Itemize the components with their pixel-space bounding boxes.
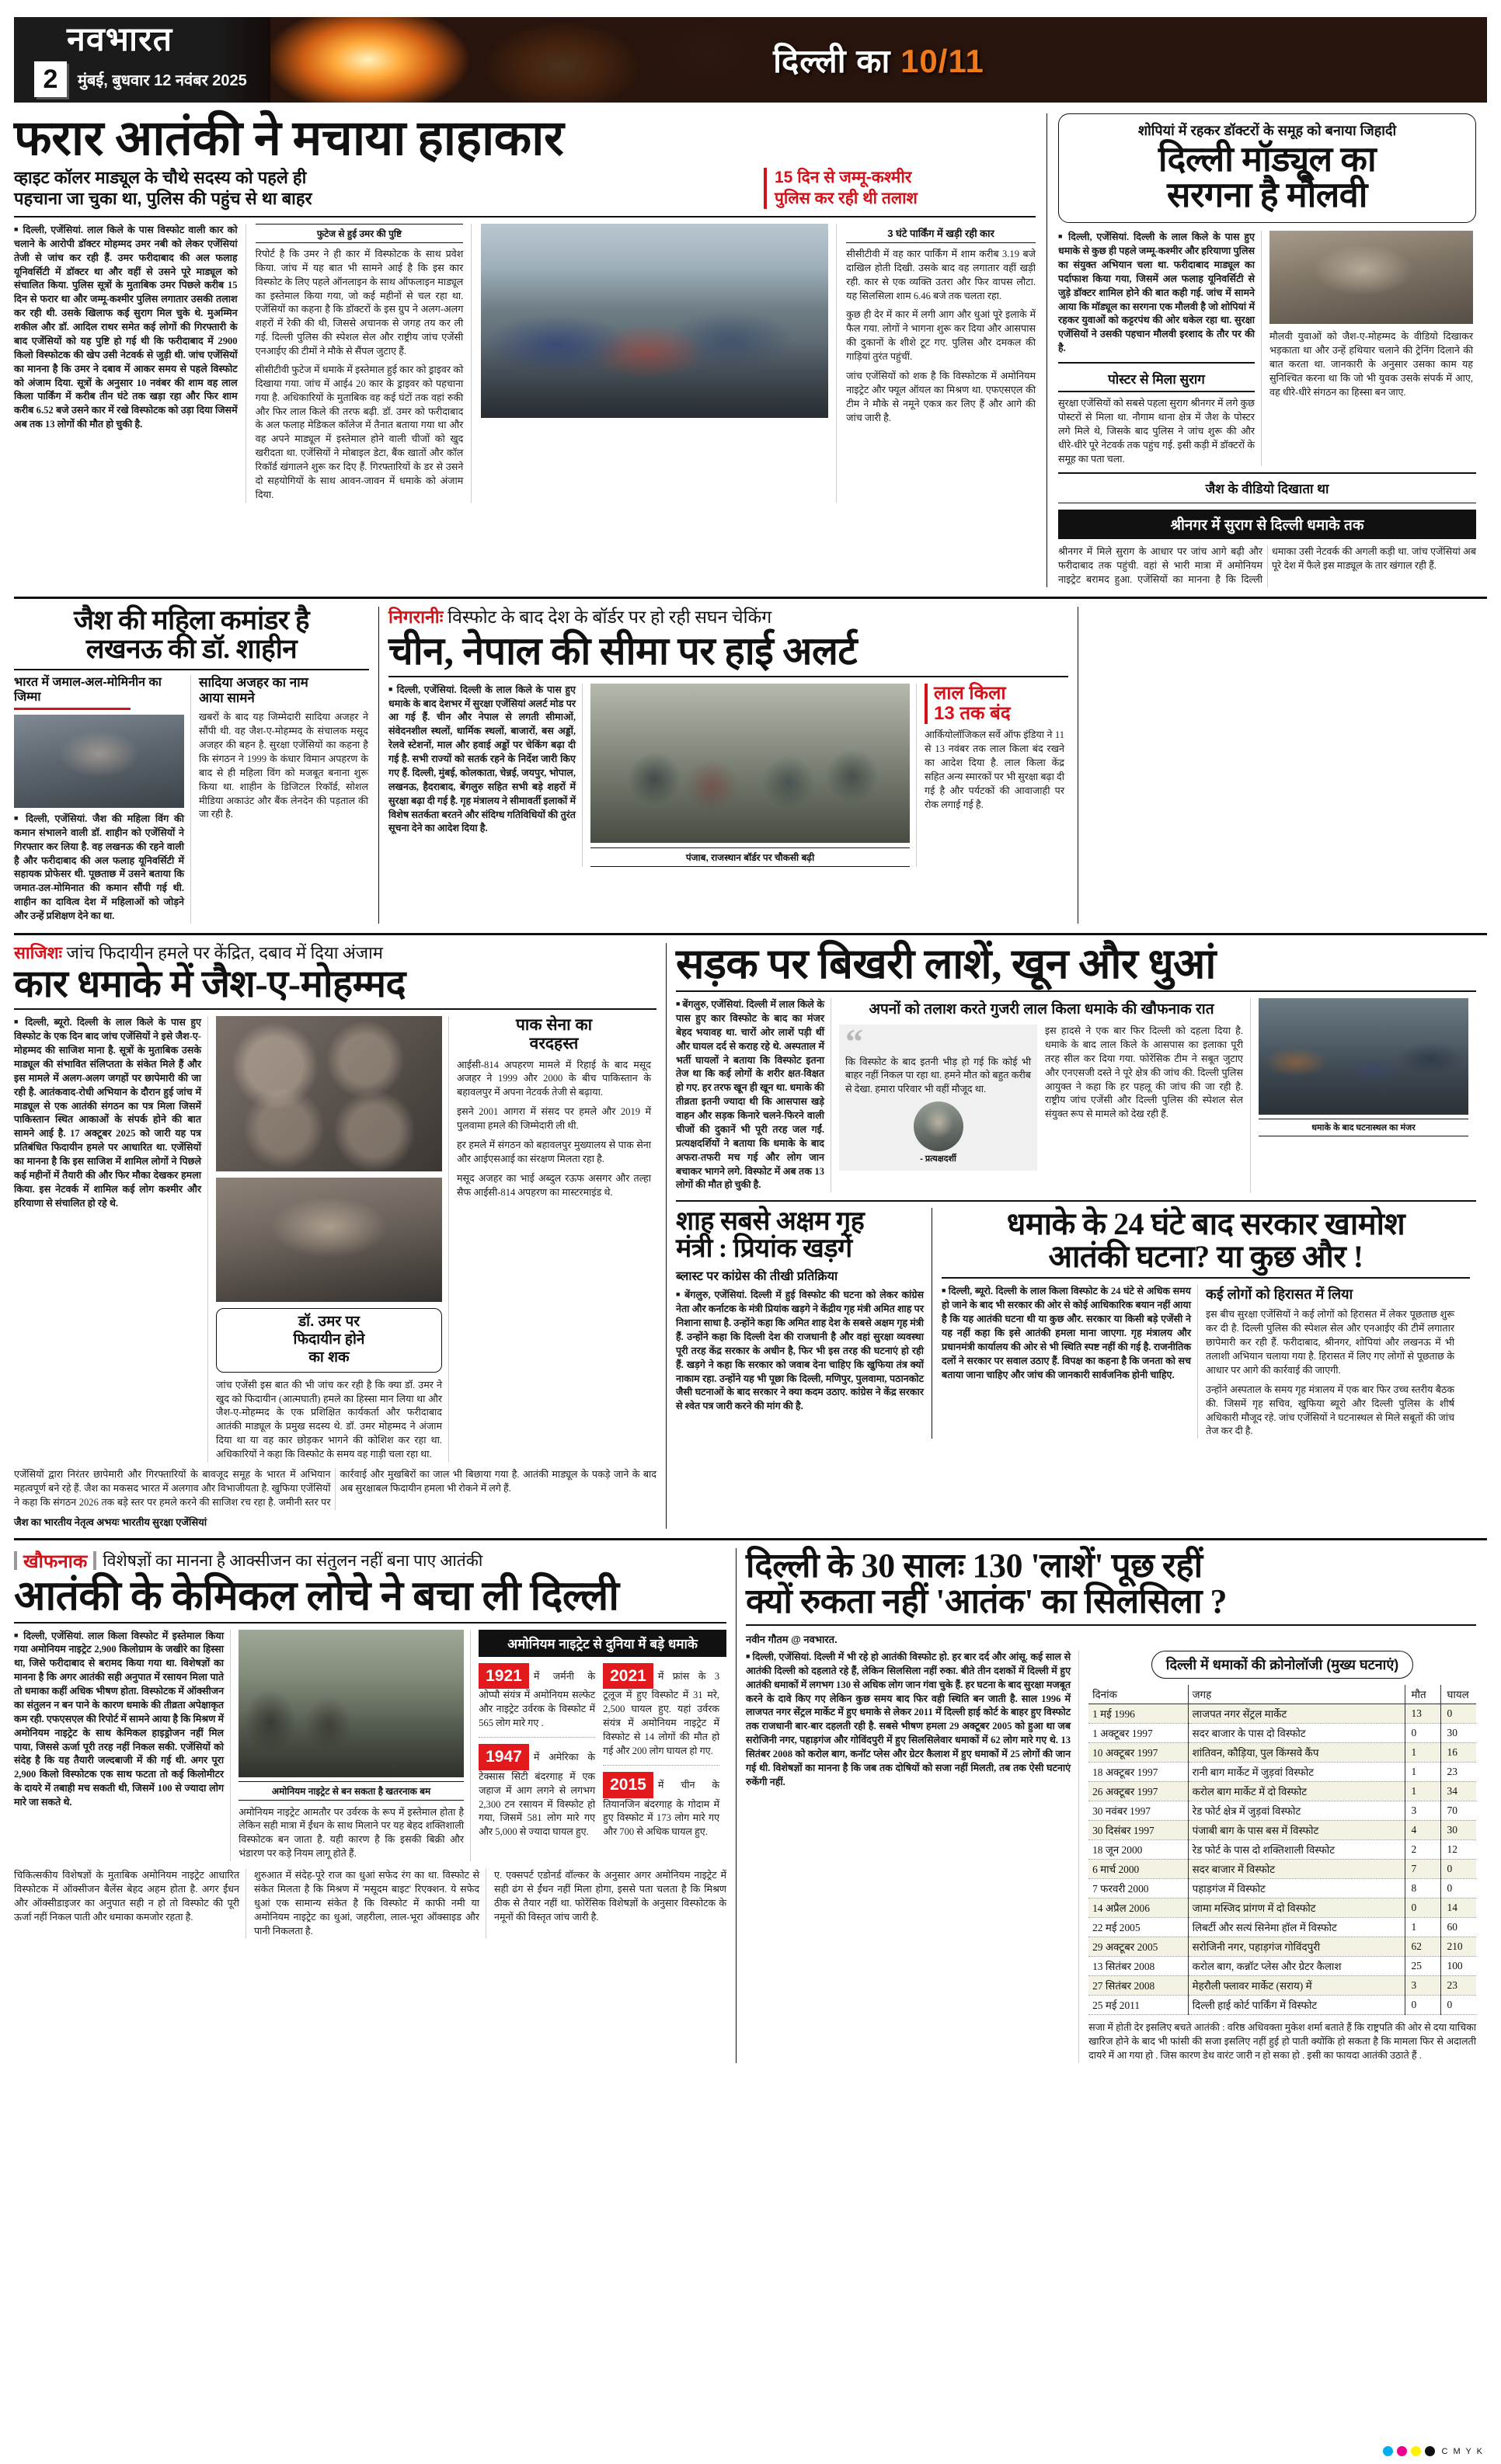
shopian-sub3-text: श्रीनगर में मिले सुराग के आधार पर जांच आगे बढ़ी और फरीदाबाद तक पहुंची. वहां से भारी मात्रा में अमोनियम नाइट्रेट बरामद हुआ. एजेंसियों का मानना है कि दिल्ली धमाका उसी नेटवर्क की अगली कड़ी था. जांच एजेंसियां अब पूरे देश में फैले इस माड्यूल के तार खंगाल रही हैं. [1058, 546, 1476, 586]
table-cell: 30 नवंबर 1997 [1088, 1801, 1188, 1820]
jaish-woman-subtitle-left: भारत में जमाल-अल-मोमिनीन का जिम्मा [14, 675, 162, 704]
divider-major-2 [14, 933, 1487, 935]
table-row [1088, 1975, 1476, 1995]
table-cell: 14 [1440, 1898, 1476, 1917]
silence-side-text: इस बीच सुरक्षा एजेंसियों ने कई लोगों को हिरासत में लेकर पूछताछ शुरू कर दी है. दिल्ली पुलिस की स्पेशल सेल और एनआईए की टीमें लगातार छापेमारी कर रही हैं. फरीदाबाद, श्रीनगर, शोपियां और लखनऊ में भी तलाशी अभियान चलाया गया है. हिरासत में लिए गए लोगों से पूछताछ के आधार पर आगे की कार्रवाई की जाएगी. [1206, 1309, 1454, 1376]
table-row [1088, 1839, 1476, 1859]
year-chip-0: 1921 [479, 1663, 529, 1690]
chrono-headline-1: दिल्ली के 30 सालः 130 'लाशें' पूछ रहीं [746, 1546, 1203, 1585]
table-cell: 4 [1405, 1820, 1440, 1839]
table-row [1088, 1878, 1476, 1898]
th-deaths: मौत [1405, 1685, 1440, 1704]
nigrani-body: ■ दिल्ली, एजेंसियां. दिल्ली के लाल किले के पास हुए धमाके के बाद देशभर में सुरक्षा एजेंसियां अलर्ट मोड पर आ गई हैं. चीन और नेपाल से लगती सीमाओं, संवेदनशील स्थलों, धार्मिक स्थलों, बाजारों, बस अड्डों, रेलवे स्टेशनों, माल और हवाई अड्डों पर चेकिंग बढ़ा दी गई है. सभी राज्यों को सतर्क रहने के निर्देश जारी किए गए हैं. दिल्ली, मुंबई, कोलकाता, चेन्नई, जयपुर, भोपाल, लखनऊ, हैदराबाद, बेंगलुरु सहित सभी बड़े शहरों में सुरक्षा बढ़ा दी गई है. गृह मंत्रालय ने सीमावर्ती इलाकों में विशेष सतर्कता बरतने और संदिग्ध गतिविधियों की तुरंत सूचना देने का आदेश दिया है. [388, 684, 576, 837]
lead-col-a: रिपोर्ट है कि उमर ने ही कार में विस्फोटक के साथ प्रवेश किया. जांच में यह बात भी सामने आई है कि इस कार विस्फोट के लिए पहले ऑनलाइन के साथ ऑफलाइन माड्यूल का इस्तेमाल किया गया, जो कई महीनों से चल रहा था. एजेंसियों का कहना है कि डॉक्टरों के इस ग्रुप ने अलग-अलग शहरों में रेकी की थी, जिससे अचानक से जगह तय कर ली गई. दिल्ली पुलिस की स्पेशल सेल और राष्ट्रीय जांच एजेंसी एनआईए की टीमों ने मौके से सैंपल जुटाए हैं. [255, 248, 464, 357]
table-cell: 1 [1405, 1781, 1440, 1801]
table-row [1088, 1956, 1476, 1975]
lead-col-a2: सीसीटीवी फुटेज में धमाके में इस्तेमाल हुई कार को ड्राइवर को दिखाया गया. जांच में आई4 20 कार के ड्राइवर को पहचाना गया है. अधिकारियों के मुताबिक वह कई घंटों तक वहां रुकी और फिर लाल किले की तरफ बढ़ी. डॉ. उमर को फरीदाबाद के अल फलाह मेडिकल कॉलेज में तैनात बताया गया था और वह अपने माड्यूल में इस्तेमाल होने वाली चीजों को खुद खरीदता था. एजेंसियों ने मोबाइल डेटा, बैंक खातों और कॉल रिकॉर्ड खंगालने शुरू कर दिए हैं. गिरफ्तारियों के डर से उसने दो सहयोगियों के साथ आवन-जावन में धमाके को अंजाम दिया. [255, 364, 464, 500]
umar-suspicion-text: जांच एजेंसी इस बात की भी जांच कर रही है कि क्या डॉ. उमर ने खुद को फिदायीन (आत्मघाती) हमले का हिस्सा मान लिया था और जैश-ए-मोहम्मद के एक प्रशिक्षित कार्यकर्ता और फरीदाबाद आतंकी माड्यूल के प्रमुख सदस्य थे. डॉ. उमर मोहम्मद ने अंजाम दिया था या वह कार छोड़कर भागने की कोशिश कर रहा था. अधिकारियों ने कहा कि विस्फोट के समय वह गाड़ी चला रहा था. [216, 1379, 442, 1460]
sub-caption: फुटेज से हुई उमर की पुष्टि [256, 224, 464, 243]
table-cell: 0 [1440, 1878, 1476, 1898]
sajish-kicker: जांच फिदायीन हमले पर केंद्रित, दबाव में दिया अंजाम [66, 942, 383, 962]
table-cell: सदर बाजार में विस्फोट [1188, 1859, 1405, 1878]
table-cell: 3 [1405, 1975, 1440, 1995]
section-title-accent: 10/11 [900, 42, 984, 79]
umar-suspicion-box [216, 1308, 442, 1372]
table-cell: 1 मई 1996 [1088, 1704, 1188, 1723]
chemical-headline: आतंकी के केमिकल लोचे ने बचा ली दिल्ली [14, 1573, 619, 1619]
divider-major-3 [14, 1538, 1487, 1540]
quote-name: - प्रत्यक्षदर्शी [920, 1154, 956, 1164]
table-cell: 0 [1405, 1898, 1440, 1917]
table-cell: शांतिवन, कौड़िया, पुल किंग्सवे कैंप [1188, 1742, 1405, 1762]
page-number: 2 [34, 61, 67, 97]
chronology-table [1088, 1685, 1476, 2015]
silence-side-text-2: उन्होंने अस्पताल के समय गृह मंत्रालय में एक बार फिर उच्च स्तरीय बैठक की. जिसमें गृह सचिव, खुफिया ब्यूरो और दिल्ली पुलिस के शीर्ष अधिकारी मौजूद रहे. जांच एजेंसियों ने घटनास्थल से मिले सबूतों की जांच तेज कर दी है. [1206, 1383, 1454, 1437]
masthead [14, 17, 1487, 103]
shopian-sub3-title: श्रीनगर में सुराग से दिल्ली धमाके तक [1058, 510, 1476, 539]
table-cell: जामा मस्जिद प्रांगण में दो विस्फोट [1188, 1898, 1405, 1917]
table-cell: करोल बाग मार्केट में दो विस्फोट [1188, 1781, 1405, 1801]
table-cell: 23 [1440, 1975, 1476, 1995]
table-cell: 25 [1405, 1956, 1440, 1975]
sajish-bottom-text: एजेंसियों द्वारा निरंतर छापेमारी और गिरफ्तारियों के बावजूद समूह के भारत में अभियान महत्वपूर्ण बने रहे हैं. जैश का मकसद भारत में अलगाव और विभाजीयता है. खुफिया एजेंसियों ने कहा कि संगठन 2026 तक बड़े स्तर पर हमले करने की साजिश रच रहा है. जमीनी स्तर पर कार्रवाई और मुखबिरों का जाल भी बिछाया गया है. आतंकी माड्यूल के पकड़े जाने के बाद अब सुरक्षाबल फिदायीन हमला भी रोकने में लगे हैं. [14, 1468, 656, 1508]
th-place: जगह [1188, 1685, 1405, 1704]
table-cell: 26 अक्टूबर 1997 [1088, 1781, 1188, 1801]
th-injured: घायल [1440, 1685, 1476, 1704]
tag-bar [14, 1551, 17, 1570]
table-cell: 7 फरवरी 2000 [1088, 1878, 1188, 1898]
chemical-photo-caption-2: अमोनियम नाइट्रेट आमतौर पर उर्वरक के रूप में इस्तेमाल होता है लेकिन सही मात्रा में ईंधन के साथ मिलाने पर यह बेहद शक्तिशाली विस्फोटक बन जाता है. यही कारण है कि इसकी बिक्री और भंडारण पर कड़े नियम लागू होते हैं. [239, 1806, 465, 1860]
table-cell: 70 [1440, 1801, 1476, 1820]
lead-dateline: ■ दिल्ली, एजेंसियां. लाल किले के पास विस्फोट वाली कार को चलाने के आरोपी डॉक्टर मोहम्मद उमर नबी को लेकर एजेंसियां तेजी से जांच कर रही हैं. उमर फरीदाबाद की अल फलाह यूनिवर्सिटी में डॉक्टर था और वहीं से उसने पूरे माड्यूल को संचालित किया. पुलिस सूत्रों के मुताबिक उमर पिछले करीब 15 दिन से फरार था और जम्मू-कश्मीर पुलिस लगातार उसकी तलाश कर रही थी. उसके खिलाफ कई सुराग मिल चुके थे. मुअम्मिन शकील और डॉ. आदिल राथर समेत कई लोगों की गिरफ्तारी के बाद एजेंसियों को यह पुष्टि हो गई थी कि फरीदाबाद में 2900 किलो विस्फोटक की खेप उसी नेटवर्क से जुड़ी थी. जांच एजेंसियों का मानना है कि उमर ने दबाव में आकर समय से पहले विस्फोट को अंजाम दिया. सूत्रों के अनुसार 10 नवंबर की शाम वह लाल किला पार्किंग में करीब तीन घंटे तक खड़ा रहा और फिर शाम करीब 6.52 बजे उसने कार में रखे विस्फोटक को उड़ा दिया जिसमें अब तक 13 लोगों की मौत हो चुकी है. [14, 224, 238, 430]
shopian-sub2-title: जैश के वीडियो दिखाता था [1205, 482, 1329, 497]
shopian-sub2-text: मौलवी युवाओं को जैश-ए-मोहम्मद के वीडियो दिखाकर भड़काता था और उन्हें हथियार चलाने की ट्रेनिंग दिलाने की बात करता था. जानकारी के अनुसार उसका काम यह सुनिश्चित करना था कि जो भी युवक उसके संपर्क में आए, वह धीरे-धीरे संगठन का हिस्सा बन जाए. [1269, 331, 1473, 398]
chrono-table-title: दिल्ली में धमाकों की क्रोनोलॉजी (मुख्य घटनाएं) [1151, 1651, 1414, 1679]
nigrani-headline: चीन, नेपाल की सीमा पर हाई अलर्ट [388, 628, 858, 673]
table-row [1088, 1723, 1476, 1742]
chemical-tag: खौफनाक [23, 1550, 88, 1572]
table-cell: करोल बाग, कन्नॉट प्लेस और ग्रेटर कैलाश [1188, 1956, 1405, 1975]
table-cell: 1 अक्टूबर 1997 [1088, 1723, 1188, 1742]
pak-item-0: आईसी-814 अपहरण मामले में रिहाई के बाद मसूद अजहर ने 1999 और 2000 के बीच पाकिस्तान के बहावलपुर में अपना नेटवर्क तेजी से बढ़ाया. [457, 1059, 651, 1098]
road-photo-caption: धमाके के बाद घटनास्थल का मंजर [1259, 1119, 1468, 1136]
cmyk-label: C M Y K [1441, 2446, 1484, 2456]
table-row [1088, 1995, 1476, 2014]
shopian-body: ■ दिल्ली, एजेंसियां. दिल्ली के लाल किले के पास हुए धमाके से कुछ ही पहले जम्मू-कश्मीर और हरियाणा पुलिस का संयुक्त अभियान चला था. फरीदाबाद माड्यूल का पर्दाफाश किया गया, जिसमें अल फलाह यूनिवर्सिटी से जुड़े डॉक्टर शामिल होने की बात कही गई. जांच में सामने आया कि मॉड्यूल का सरगना एक मौलवी है जो शोपियां में रहकर युवाओं को कट्टरपंथ की ओर धकेल रहा था. सुरक्षा एजेंसियों ने उसकी पहचान मौलवी इरशाद के तौर पर की है. [1058, 231, 1255, 356]
table-cell: मेहरौली फ्लावर मार्केट (सराय) में [1188, 1975, 1405, 1995]
table-cell: 0 [1440, 1859, 1476, 1878]
table-cell: 100 [1440, 1956, 1476, 1975]
shah-headline-2: मंत्री : प्रियांक खड़गे [676, 1234, 852, 1264]
quote-avatar [914, 1101, 963, 1151]
table-cell: पंजाबी बाग के पास बस में विस्फोट [1188, 1820, 1405, 1839]
red-underline [14, 708, 131, 710]
lead-headline: फरार आतंकी ने मचाया हाहाकार [14, 111, 564, 165]
lead-bullet-1: कुछ ही देर में कार में लगी आग और धुआं पूरे इलाके में फैल गया. लोगों ने भागना शुरू कर दिया और आसपास की दुकानों के शीशे टूट गए. पुलिस और दमकल की गाड़ियां तुरंत पहुंचीं. [846, 309, 1036, 363]
photo-caption: 3 घंटे पार्किंग में खड़ी रही कार [846, 224, 1036, 243]
sajish-body: ■ दिल्ली, ब्यूरो. दिल्ली के लाल किले के पास हुए विस्फोट के एक दिन बाद जांच एजेंसियों ने इसे जैश-ए-मोहम्मद की साजिश माना है. सूत्रों के मुताबिक उसके माड्यूल की संभावित संलिप्तता के संकेत मिले हैं और इस मामले में अलग-अलग जगहों पर छापेमारी की जा रही है. आतंकवाद-रोधी अभियान के दौरान हुई जांच में माड्यूल से एक आतंकी संगठन का पत्र मिला जिसमें पाकिस्तान स्थित आकाओं के संपर्क होने की बात सामने आई है. 17 अक्टूबर 2025 को जारी यह पत्र प्रतिबंधित फिदायीन हमले पर आधारित था. एजेंसियों का मानना है कि इस साजिश में शामिल लोगों ने पिछले कई महीनों में तैयारी की और फिर मौका देखकर हमला किया. इस नेटवर्क में शामिल कई लोग कश्मीर और हरियाणा से संचालित हो रहे थे. [14, 1016, 201, 1210]
chemical-bottom-3: ए. एक्सपर्ट एडोनर्ड वॉल्कर के अनुसार अगर अमोनियम नाइट्रेट में सही ढंग से ईंधन नहीं मिला होगा, इससे पता चलता है कि मिश्रण ठीक से तैयार नहीं था. फोरेंसिक विशेषज्ञों के अनुसार विस्फोटक के नमूनों की विस्तृत जांच जारी है. [494, 1870, 727, 1923]
shopian-kicker: शोपियां में रहकर डॉक्टरों के समूह को बनाया जिहादी [1137, 123, 1397, 138]
table-cell: 16 [1440, 1742, 1476, 1762]
th-date: दिनांक [1088, 1685, 1188, 1704]
shopian-box [1058, 113, 1476, 223]
umar-suspicion-1: डॉ. उमर पर [298, 1314, 360, 1331]
silence-body: ■ दिल्ली, ब्यूरो. दिल्ली के लाल किला विस्फोट के 24 घंटे से अधिक समय हो जाने के बाद भी सरकार की ओर से कोई आधिकारिक बयान नहीं आया है कि यह आतंकी घटना थी या कुछ और. सरकार या किसी बड़े एजेंसी ने यह नहीं कहा कि इसे आतंकी हमला माना जाएगा. गृह मंत्रालय और प्रधानमंत्री कार्यालय की ओर से भी स्थिति स्पष्ट नहीं की गई है. राजनीतिक दलों ने सरकार पर सवाल उठाए हैं. विपक्ष का कहना है कि जनता को सच बताया जाना चाहिए और जांच की जानकारी सार्वजनिक होनी चाहिए. [942, 1285, 1191, 1382]
umar-suspicion-3: का शक [308, 1349, 350, 1366]
table-cell: रेड फोर्ट के पास दो शक्तिशाली विस्फोट [1188, 1839, 1405, 1859]
jaish-woman-headline-1: जैश की महिला कमांडर है [73, 605, 310, 636]
table-cell: 18 जून 2000 [1088, 1839, 1188, 1859]
shah-body: ■ बेंगलुरु, एजेंसियां. दिल्ली में हुई विस्फोट की घटना को लेकर कांग्रेस नेता और कर्नाटक के मंत्री प्रियांक खड़गे ने केंद्रीय गृह मंत्री अमित शाह पर निशाना साधा है. उन्होंने कहा कि अमित शाह देश के सबसे अक्षम गृह मंत्री हैं. उन्होंने कहा कि दिल्ली देश की राजधानी है और वहां सुरक्षा व्यवस्था पूरी तरह केंद्र सरकार के अधीन है, फिर भी इस तरह की घटनाएं हो रही हैं. खड़गे ने कहा कि सरकार को जवाब देना चाहिए कि खुफिया तंत्र क्यों नाकाम रहा. उन्होंने यह भी पूछा कि दिल्ली, मणिपुर, पुलवामा, पठानकोट जैसी घटनाओं के बाद सरकार ने क्या कदम उठाए. कांग्रेस ने केंद्र सरकार से श्वेत पत्र जारी करने की मांग की है. [676, 1289, 924, 1414]
year-chip-2: 1947 [479, 1744, 529, 1770]
nigrani-photo-caption: पंजाब, राजस्थान बॉर्डर पर चौकसी बढ़ी [590, 847, 910, 867]
quote-block [839, 1021, 1037, 1171]
divider-major-1 [14, 597, 1487, 599]
redfort-closed-1: लाल किला [934, 682, 1006, 704]
sajish-tag: साजिशः [14, 942, 62, 962]
lead-subhead-line2: पहचाना जा चुका था, पुलिस की पहुंच से था बाहर [14, 189, 312, 209]
shopian-headline-2: सरगना है मौलवी [1167, 175, 1367, 214]
nigrani-tag: निगरानीः [388, 607, 444, 628]
table-row [1088, 1762, 1476, 1781]
silence-sub-title: कई लोगों को हिरासत में लिया [1206, 1286, 1353, 1303]
section-title [773, 38, 984, 82]
table-cell: 1 [1405, 1917, 1440, 1937]
table-row [1088, 1781, 1476, 1801]
quote-text: कि विस्फोट के बाद इतनी भीड़ हो गई कि कोई भी बाहर नहीं निकल पा रहा था. हमने मौत को बहुत करीब से देखा. हमारा परिवार भी वहीं मौजूद था. [845, 1056, 1031, 1095]
masthead-center [270, 17, 1487, 103]
timeline-bar: अमोनियम नाइट्रेट से दुनिया में बड़े धमाके [479, 1630, 726, 1657]
sajish-bottom-note-1: जैश का भारतीय नेतृत्व अभयः [14, 1516, 120, 1528]
table-cell: 0 [1440, 1995, 1476, 2014]
masthead-left [14, 17, 270, 103]
table-cell: 0 [1405, 1995, 1440, 2014]
chrono-headline-2: क्यों रुकता नहीं 'आतंक' का सिलसिला ? [746, 1582, 1228, 1620]
shah-subhead: ब्लास्ट पर कांग्रेस की तीखी प्रतिक्रिया [676, 1270, 838, 1284]
table-cell: दिल्ली हाई कोर्ट पार्किंग में विस्फोट [1188, 1995, 1405, 2014]
table-row [1088, 1704, 1476, 1723]
table-cell: 7 [1405, 1859, 1440, 1878]
table-row [1088, 1859, 1476, 1878]
cmyk-marks [1383, 2446, 1484, 2456]
road-left-text: ■ बेंगलुरु, एजेंसियां. दिल्ली में लाल किले के पास हुए कार विस्फोट के बाद का मंजर बेहद भयावह था. चारों ओर लाशें पड़ी थीं और घायल दर्द से कराह रहे थे. अस्पताल में भर्ती घायलों ने बताया कि विस्फोट इतना तेज था कि कई लोगों के शरीर क्षत-विक्षत हो गए. हर तरफ खून ही खून था. धमाके की तीव्रता इतनी ज्यादा थी कि आसपास खड़े वाहन और सड़क किनारे चलने-फिरने वाली चीजों की दुकानें भी पूरी तरह जल गईं. प्रत्यक्षदर्शियों ने बताया कि धमाके के बाद अफरा-तफरी मच गई और लोग जान बचाकर भागने लगे. विस्फोट में अब तक 13 लोगों की मौत हो चुकी है. [676, 998, 824, 1192]
lead-bullet-0: सीसीटीवी में वह कार पार्किंग में शाम करीब 3.19 बजे दाखिल होती दिखी. उसके बाद वह लगातार वहीं खड़ी रही. कार से एक व्यक्ति उतरा और फिर वापस लौटा. यह सिलसिला शाम 6.46 बजे तक चलता रहा. [846, 248, 1036, 301]
section-title-text: दिल्ली का [773, 42, 901, 79]
jaish-woman-right-text: खबरों के बाद यह जिम्मेदारी सादिया अजहर ने सौंपी थी. वह जैश-ए-मोहम्मद के संचालक मसूद अजहर की बहन है. सुरक्षा एजेंसियों का कहना है कि संगठन ने 1999 के कंधार विमान अपहरण के बाद से ही महिला विंग को मजबूत बनाना शुरू किया था. शाहीन के डिजिटल रिकॉर्ड, सोशल मीडिया अकाउंट और बैंक लेनदेन की पड़ताल की जा रही है. [199, 712, 368, 820]
table-cell: 2 [1405, 1839, 1440, 1859]
pak-army-title-2: वरदहस्त [529, 1035, 579, 1053]
road-subhead: अपनों को तलाश करते गुजरी लाल किला धमाके की खौफनाक रात [869, 1001, 1214, 1018]
timeline-item-2: 1947 में अमेरिका के टेक्सास सिटी बंदरगाह में एक जहाज में आग लगने से लगभग 2,300 टन रसायन में विस्फोट हो गया, जिसमें 581 लोग मारे गए और 5,000 से ज्यादा घायल हुए. [479, 1744, 595, 1839]
table-cell: रेड फोर्ट क्षेत्र में जुड़वां विस्फोट [1188, 1801, 1405, 1820]
jaish-woman-left-text: ■ दिल्ली, एजेंसियां. जैश की महिला विंग की कमान संभालने वाली डॉ. शाहीन को एजेंसियों ने गिरफ्तार कर लिया है. वह लखनऊ की रहने वाली है और फरीदाबाद की अल फलाह यूनिवर्सिटी में सहायक प्रोफेसर थी. पूछताछ में उसने बताया कि जमात-उल-मोमिनात की कमान सौंपी गई थी. शाहीन का दावित्व देश में महिलाओं को जोड़ने और उन्हें प्रशिक्षण देने का था. [14, 813, 184, 924]
shopian-sub1-title: पोस्टर से मिला सुराग [1108, 372, 1205, 388]
road-headline: सड़क पर बिखरी लाशें, खून और धुआं [676, 940, 1216, 987]
table-cell: 3 [1405, 1801, 1440, 1820]
chrono-body: ■ दिल्ली, एजेंसियां. दिल्ली में भी रहे हो आतंकी विस्फोट हो. हर बार दर्द और आंसू. कई साल से आतंकी दिल्ली को दहलाते रहे हैं, लेकिन सिलसिला नहीं रुका. बीते तीन दशकों में दिल्ली में हुए आतंकी धमाकों में लगभग 130 से अधिक लोग जान गंवा चुके हैं. हर घटना के बाद सुरक्षा मजबूत करने के दावे किए गए लेकिन कुछ समय बाद फिर वही स्थिति बन जाती है. साल 1996 में लाजपत नगर सेंट्रल मार्केट में हुए धमाके से लेकर 2011 में दिल्ली हाई कोर्ट के बाहर हुए विस्फोट तक राजधानी बार-बार दहलती रही है. सबसे भीषण हमला 29 अक्टूबर 2005 को हुआ था जब सरोजिनी नगर, पहाड़गंज और गोविंदपुरी में हुए सिलसिलेवार धमाकों में 62 लोग मारे गए थे. 13 सितंबर 2008 को करोल बाग, कनॉट प्लेस और ग्रेटर कैलाश में हुए धमाकों में 25 लोगों की जान गई थी. विशेषज्ञों का मानना है कि जब तक दोषियों को सजा नहीं मिलती, तब तक ऐसी घटनाएं रुकेंगी नहीं. [746, 1651, 1071, 1790]
tag-bar-2 [93, 1551, 96, 1570]
table-cell: 210 [1440, 1937, 1476, 1956]
redfort-closed-2: 13 तक बंद [934, 703, 1011, 725]
chemical-body: ■ दिल्ली, एजेंसियां. लाल किला विस्फोट में इस्तेमाल किया गया अमोनियम नाइट्रेट 2,900 किलोग्राम के जखीरे का हिस्सा था, जिसे फरीदाबाद से बरामद किया गया था. विशेषज्ञों का मानना है कि अगर आतंकी सही अनुपात में रसायन मिला पाते तो धमाका कहीं अधिक भीषण होता. विस्फोटक में ऑक्सीजन का संतुलन न बन पाने के कारण धमाके की तीव्रता अपेक्षाकृत कम रही. एफएसएल की रिपोर्ट में सामने आया है कि मिश्रण में अमोनियम नाइट्रेट के साथ केमिकल हाइड्रोजन नहीं मिल पाया, जिससे ऊर्जा पूरी तरह नहीं निकल सकी. एजेंसियों को संदेह है कि यह तैयारी जल्दबाजी में की गई थी. अगर पूरा 2,900 किलो विस्फोटक एक साथ फटता तो कई किलोमीटर के दायरे में तबाही मच सकती थी, जिसमें 100 से ज्यादा लोग मारे जा सकते थे. [14, 1630, 224, 1810]
pak-army-title-1: पाक सेना का [515, 1016, 593, 1035]
table-row [1088, 1742, 1476, 1762]
table-cell: 22 मई 2005 [1088, 1917, 1188, 1937]
table-cell: 27 सितंबर 2008 [1088, 1975, 1188, 1995]
chemical-kicker: विशेषज्ञों का मानना है आक्सीजन का संतुलन नहीं बना पाए आतंकी [103, 1551, 483, 1571]
sajish-bottom-note-2: भारतीय सुरक्षा एजेंसियां [121, 1516, 207, 1528]
table-cell: 34 [1440, 1781, 1476, 1801]
sajish-headline: कार धमाके में जैश-ए-मोहम्मद [14, 962, 406, 1006]
table-cell: 10 अक्टूबर 1997 [1088, 1742, 1188, 1762]
table-cell: 30 [1440, 1723, 1476, 1742]
table-row [1088, 1937, 1476, 1956]
timeline-item-0: 1921 में जर्मनी के ओप्पौ संयंत्र में अमोनियम सल्फेट और नाइट्रेट उर्वरक के विस्फोट में 565 लोग मारे गए . [479, 1663, 595, 1731]
table-cell: 1 [1405, 1762, 1440, 1781]
jaish-woman-headline-2: लखनऊ की डॉ. शाहीन [85, 633, 298, 664]
shaheen-photo [14, 715, 184, 808]
pak-item-3: मसूद अजहर का भाई अब्दुल रऊफ असगर और तल्हा सैफ आईसी-814 अपहरण का मास्टरमाइंड थे. [457, 1172, 651, 1198]
dateline: मुंबई, बुधवार 12 नवंबर 2025 [78, 71, 247, 89]
chrono-footer-note: सजा में होती देर इसलिए बचते आतंकी : वरिष्ठ अधिवक्ता मुकेश शर्मा बताते हैं कि राष्ट्रपति की ओर से दया याचिका खारिज होने के बाद भी फांसी की सजा इसलिए नहीं हुई हो पाती क्योंकि हो सकता है कि मामला फिर से अदालती दायरे में आ गया हो . जिस कारण डेथ वारंट जारी न हो सका हो . इसी का फायदा आतंकी उठाते हैं . [1088, 2021, 1476, 2061]
table-cell: 30 दिसंबर 1997 [1088, 1820, 1188, 1839]
table-header-row [1088, 1685, 1476, 1704]
table-cell: 0 [1405, 1723, 1440, 1742]
maulvi-photo [1269, 231, 1473, 324]
chemical-photo-caption: अमोनियम नाइट्रेट से बन सकता है खतरनाक बम [239, 1781, 464, 1801]
lead-subhead-line1: व्हाइट कॉलर माड्यूल के चौथे सदस्य को पहले ही [14, 168, 307, 188]
table-cell: 13 [1405, 1704, 1440, 1723]
table-cell: 6 मार्च 2000 [1088, 1859, 1188, 1878]
lead-bullet-2: जांच एजेंसियों को शक है कि विस्फोटक में अमोनियम नाइट्रेट और फ्यूल ऑयल का मिश्रण था. एफएसएल की टीम ने मौके से नमूने एकत्र कर लिए हैं और आगे की जांच जारी है. [846, 370, 1036, 423]
table-cell: 29 अक्टूबर 2005 [1088, 1937, 1188, 1956]
table-cell: 1 [1405, 1742, 1440, 1762]
brand-title: नवभारत [67, 21, 173, 58]
year-chip-3: 2015 [603, 1772, 653, 1798]
timeline-item-3: 2015 में चीन के तियानजिन बंदरगाह के गोदाम में हुए विस्फोट में 173 लोग मारे गए और 700 से अधिक घायल हुए. [603, 1772, 719, 1839]
timeline-item-1: 2021 में फ्रांस के 3 टूलूज में हुए विस्फोट में 31 मरे, 2,500 घायल हुए. यहां उर्वरक संयंत्र में अमोनियम नाइट्रेट में विस्फोट से 14 लोगों की मौत हो गई और 200 लोग घायल हो गए. [603, 1663, 719, 1759]
road-photo [1259, 998, 1468, 1115]
table-row [1088, 1801, 1476, 1820]
jaish-woman-subtitle-right-2: आया सामने [199, 690, 255, 705]
shah-headline-1: शाह सबसे अक्षम गृह [676, 1207, 865, 1237]
table-cell: 8 [1405, 1878, 1440, 1898]
table-row [1088, 1898, 1476, 1917]
jaish-woman-subtitle-right-1: सादिया अजहर का नाम [199, 674, 308, 690]
lead-photo [481, 224, 828, 418]
chemical-bottom-1: चिकित्सकीय विशेषज्ञों के मुताबिक अमोनियम नाइट्रेट आधारित विस्फोटक में ऑक्सीजन बैलेंस बेहद अहम होता है. अगर ईंधन और ऑक्सीडाइजर का अनुपात सही न हो तो विस्फोट की पूरी ऊर्जा नहीं निकल पाती और धमाका कमजोर रहता है. [14, 1870, 240, 1923]
table-cell: लाजपत नगर सेंट्रल मार्केट [1188, 1704, 1405, 1723]
chrono-byline: नवीन गौतम @ नवभारत. [746, 1633, 838, 1645]
table-cell: 62 [1405, 1937, 1440, 1956]
road-right-text: इस हादसे ने एक बार फिर दिल्ली को दहला दिया है. धमाके के बाद लाल किले के आसपास का इलाका पूरी तरह सील कर दिया गया. फोरेंसिक टीम ने सबूत जुटाए और एनएसजी दस्ते ने पूरे क्षेत्र की जांच की. दिल्ली पुलिस आयुक्त ने कहा कि हर पहलू की जांच की जा रही है. राष्ट्रीय जांच एजेंसी और दिल्ली पुलिस की स्पेशल सेल संयुक्त रूप से मामले को देख रही हैं. [1045, 1025, 1243, 1120]
table-row [1088, 1917, 1476, 1937]
chemical-photo [239, 1630, 464, 1777]
table-cell: 60 [1440, 1917, 1476, 1937]
table-cell: 30 [1440, 1820, 1476, 1839]
divider [14, 216, 1036, 218]
table-cell: 14 अप्रैल 2006 [1088, 1898, 1188, 1917]
table-cell: 0 [1440, 1704, 1476, 1723]
table-cell: सरोजिनी नगर, पहाड़गंज गोविंदपुरी [1188, 1937, 1405, 1956]
lead-body [14, 224, 238, 432]
umar-suspicion-2: फिदायीन होने [293, 1331, 365, 1349]
pak-item-2: हर हमले में संगठन को बहावलपुर मुख्यालय से पाक सेना और आईएसआई का संरक्षण मिलता रहा है. [457, 1139, 651, 1164]
table-cell: 23 [1440, 1762, 1476, 1781]
redfort-closed-text: आर्कियोलॉजिकल सर्वे ऑफ इंडिया ने 11 से 13 नवंबर तक लाल किला बंद रखने का आदेश दिया है. लाल किला केंद्र सहित अन्य स्मारकों पर भी सुरक्षा बढ़ा दी गई है और पर्यटकों की आवाजाही पर रोक लगाई गई है. [925, 729, 1064, 810]
mugshots-photo [216, 1016, 442, 1171]
silence-headline-1: धमाके के 24 घंटे बाद सरकार खामोश [1006, 1206, 1405, 1242]
border-photo [590, 684, 910, 843]
silence-headline-2: आतंकी घटना? या कुछ और ! [1048, 1238, 1363, 1274]
nigrani-kicker: विस्फोट के बाद देश के बॉर्डर पर हो रही सघन चेकिंग [448, 607, 772, 628]
table-row [1088, 1820, 1476, 1839]
quote-mark-icon: “ [845, 1021, 863, 1062]
table-cell: सदर बाजार के पास दो विस्फोट [1188, 1723, 1405, 1742]
lead-redbox-line1: 15 दिन से जम्मू-कश्मीर [775, 169, 912, 187]
table-cell: 25 मई 2011 [1088, 1995, 1188, 2014]
chemical-bottom-2: शुरुआत में संदेह-पूरे राज का धुआं सफेद रंग का था. विस्फोट से संकेत मिलता है कि मिश्रण में 'मसूदम बाइट' रिएक्शन. ये सफेद धुआं एक सामान्य संकेत है कि विस्फोट में काफी नमी या अमोनियम नाइट्रेट का धुआं, जहरीला, लाल-भूरा ऑक्साइड और पानी निकलता है. [254, 1870, 480, 1937]
table-cell: पहाड़गंज में विस्फोट [1188, 1878, 1405, 1898]
table-cell: 12 [1440, 1839, 1476, 1859]
table-cell: 18 अक्टूबर 1997 [1088, 1762, 1188, 1781]
table-cell: 13 सितंबर 2008 [1088, 1956, 1188, 1975]
shopian-headline-1: दिल्ली मॉड्यूल का [1158, 139, 1377, 179]
umar-photo [216, 1178, 442, 1302]
shopian-sub1-text: सुरक्षा एजेंसियों को सबसे पहला सुराग श्रीनगर में लगे कुछ पोस्टरों से मिला था. नौगाम थाना क्षेत्र में जैश के पोस्टर लगे मिले थे, जिसके बाद पुलिस ने जांच शुरू की और धीरे-धीरे पूरे नेटवर्क तक पहुंच गई. इसी कड़ी में डॉक्टरों के समूह का पता चला. [1058, 398, 1255, 465]
table-cell: रानी बाग मार्केट में जुड़वां विस्फोट [1188, 1762, 1405, 1781]
year-chip-1: 2021 [603, 1663, 653, 1690]
lead-redbox-line2: पुलिस कर रही थी तलाश [775, 189, 918, 207]
table-cell: लिबर्टी और सत्यं सिनेमा हॉल में विस्फोट [1188, 1917, 1405, 1937]
pak-item-1: इसने 2001 आगरा में संसद पर हमले और 2019 में पुलवामा हमले की जिम्मेदारी ली थी. [457, 1106, 651, 1132]
